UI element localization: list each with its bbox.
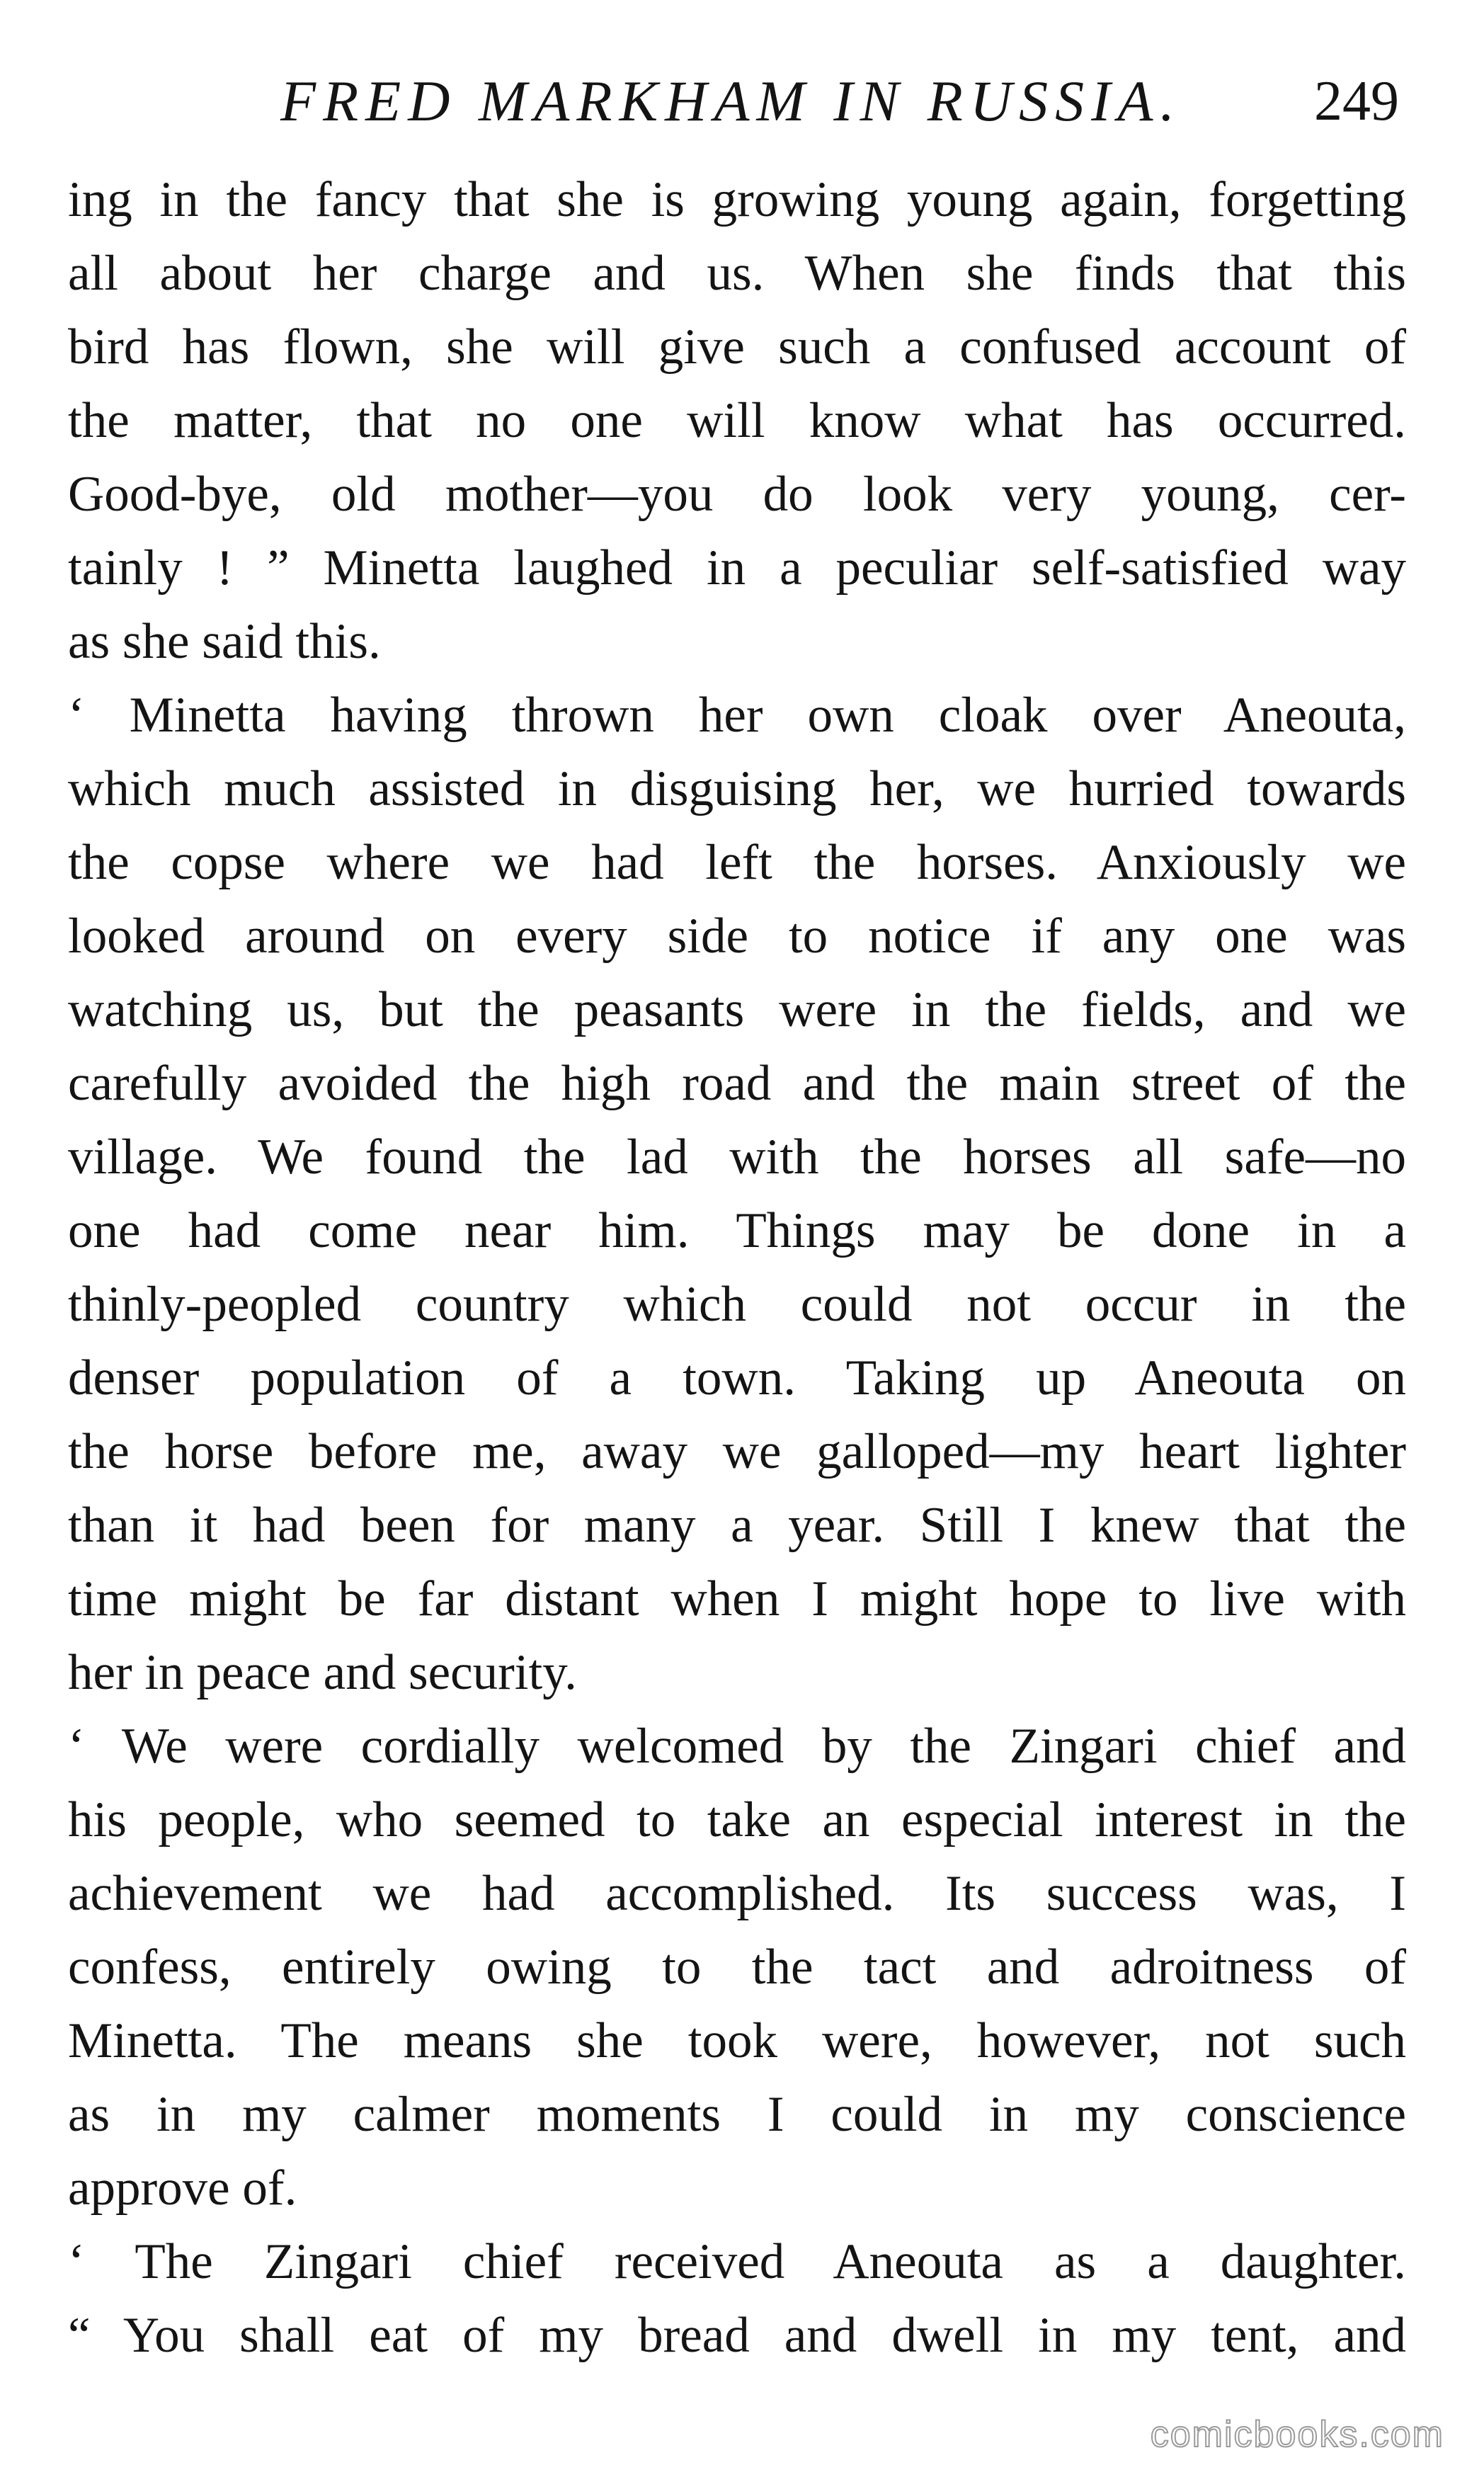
text-line: ‘ Minetta having thrown her own cloak over Aneouta, <box>68 688 1406 743</box>
text-line: time might be far distant when I might hope to live with <box>68 1571 1406 1627</box>
text-line: the horse before me, away we galloped—my heart lighter <box>68 1424 1406 1479</box>
text-line: as she said this. <box>68 614 381 669</box>
text-line: carefully avoided the high road and the main street of the <box>68 1056 1406 1111</box>
text-line: bird has flown, she will give such a confused account of <box>68 319 1406 375</box>
text-line: than it had been for many a year. Still I knew that the <box>68 1498 1406 1553</box>
text-line: Minetta. The means she took were, however, not such <box>68 2013 1406 2068</box>
text-line: achievement we had accomplished. Its success was, I <box>68 1866 1406 1921</box>
text-line: watching us, but the peasants were in the fields, and we <box>68 982 1406 1037</box>
text-line: all about her charge and us. When she finds that this <box>68 246 1406 301</box>
text-line: confess, entirely owing to the tact and adroitness of <box>68 1940 1406 1995</box>
page-number: 249 <box>1314 70 1399 132</box>
text-line: thinly-peopled country which could not occur in the <box>68 1277 1406 1332</box>
text-line: ing in the fancy that she is growing young again, forgetting <box>68 172 1406 227</box>
text-line: ‘ We were cordially welcomed by the Zingari chief and <box>68 1719 1406 1774</box>
running-title: FRED MARKHAM IN RUSSIA. <box>280 69 1182 133</box>
paragraph-welcome <box>68 1709 1406 2225</box>
text-line: the matter, that no one will know what has occurred. <box>68 393 1406 448</box>
text-line: village. We found the lad with the horses all safe—no <box>68 1129 1406 1185</box>
watermark: comicbooks.com <box>1150 2414 1444 2455</box>
running-head <box>68 62 1413 140</box>
text-line: as in my calmer moments I could in my conscience <box>68 2087 1406 2142</box>
paragraph-escape <box>68 678 1406 1709</box>
text-line: Good-bye, old mother—you do look very young, cer- <box>68 467 1406 522</box>
text-line: “ You shall eat of my bread and dwell in my tent, and <box>68 2308 1406 2363</box>
text-line: one had come near him. Things may be done in a <box>68 1203 1406 1258</box>
text-line: looked around on every side to notice if any one was <box>68 909 1406 964</box>
text-line: which much assisted in disguising her, we hurried towards <box>68 761 1406 816</box>
text-line: the copse where we had left the horses. Anxiously we <box>68 835 1406 890</box>
text-line: her in peace and security. <box>68 1645 577 1700</box>
text-line: his people, who seemed to take an especial interest in the <box>68 1792 1406 1847</box>
text-line: ‘ The Zingari chief received Aneouta as a daughter. <box>68 2234 1406 2289</box>
text-line: denser population of a town. Taking up Aneouta on <box>68 1350 1406 1406</box>
text-line: tainly ! ” Minetta laughed in a peculiar self-satisfied way <box>68 540 1406 596</box>
paragraph-chief <box>68 2225 1406 2372</box>
body-text <box>68 163 1406 2372</box>
text-line: approve of. <box>68 2160 297 2216</box>
paragraph-continuation <box>68 163 1406 678</box>
